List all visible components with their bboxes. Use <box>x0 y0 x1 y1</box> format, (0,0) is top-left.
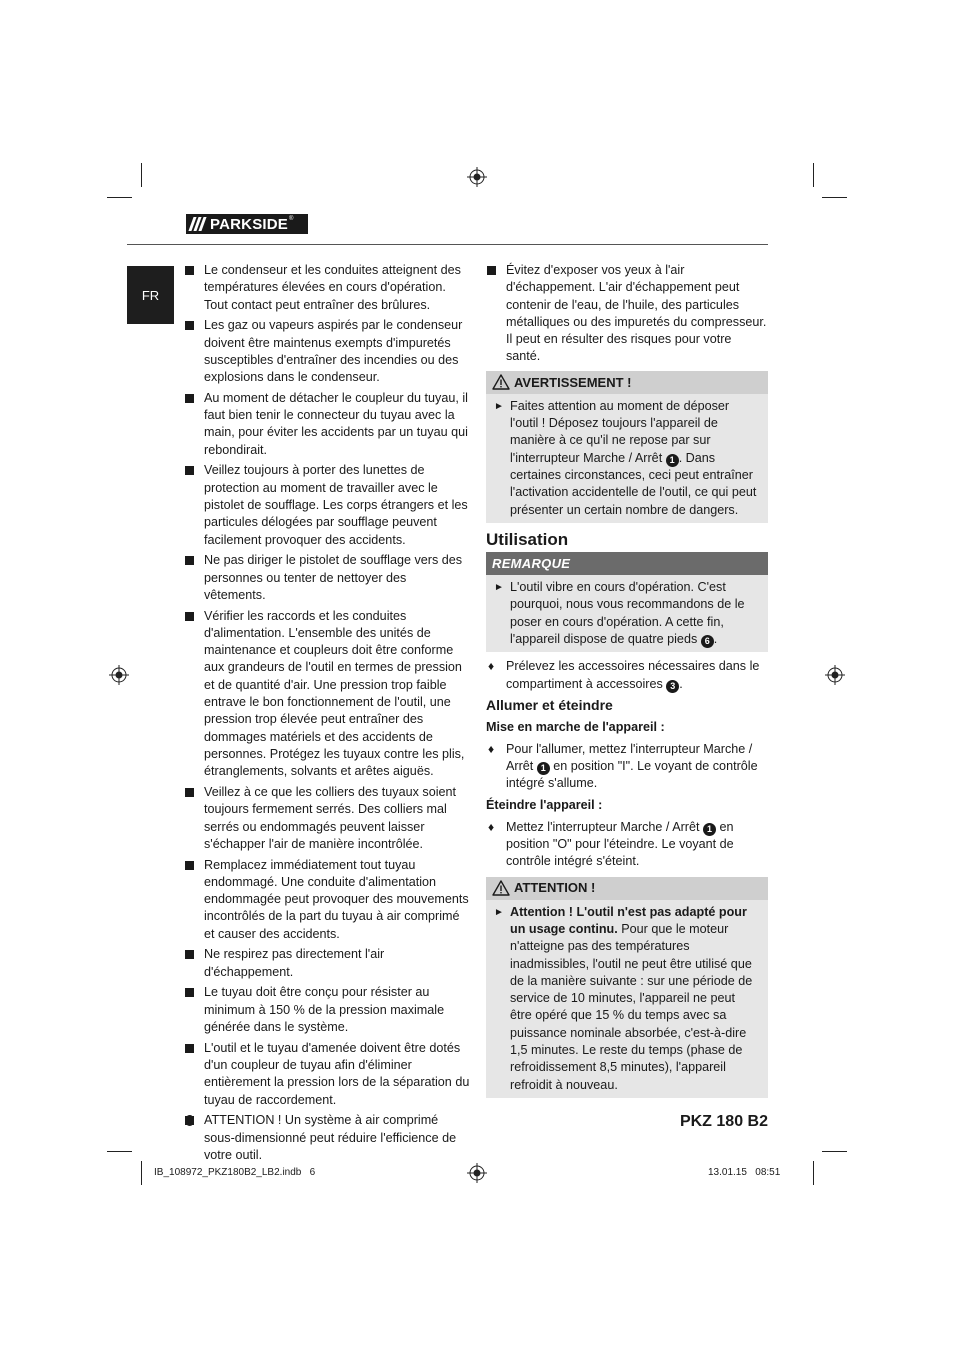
crop-mark <box>813 1161 814 1185</box>
language-tab: FR <box>127 266 174 324</box>
list-item: Le tuyau doit être conçu pour résister au minimum à 150 % de la pression maximale générée dans le système. <box>184 984 470 1036</box>
square-bullet-icon <box>487 266 496 275</box>
square-bullet-icon <box>185 556 194 565</box>
crop-mark <box>822 1151 847 1152</box>
list-item: Remplacez immédiatement tout tuyau endommagé. Une conduite d'alimentation endommagée peut provoquer des mouvements incontrôlés de la part du tuyau à air comprimé et causer des accidents. <box>184 857 470 943</box>
list-item: Veillez à ce que les colliers des tuyaux soient toujours fermement serrés. Des colliers mal serrés ou endommagés peuvent laisser s'échapper l'air de manière incontrôlée. <box>184 784 470 853</box>
page-number: 6 <box>185 1113 194 1130</box>
note-box-body <box>486 575 768 652</box>
square-bullet-icon <box>185 321 194 330</box>
arrow-bullet-icon: ► <box>494 582 504 594</box>
item-number-badge: 3 <box>666 680 679 693</box>
left-column <box>184 262 470 1168</box>
crop-mark <box>107 197 132 198</box>
square-bullet-icon <box>185 612 194 621</box>
attention-box-header <box>486 877 768 900</box>
model-name: PKZ 180 B2 <box>679 1113 768 1130</box>
note-text: ► L'outil vibre en cours d'opération. C'est pourquoi, nous vous recommandons de le poser en cours d'opération. A cette fin, l'appareil dispose de quatre pieds 6 . <box>492 579 760 648</box>
square-bullet-icon <box>185 788 194 797</box>
list-item: ♦ Prélevez les accessoires nécessaires dans le compartiment à accessoires 3 . <box>486 658 768 693</box>
item-number-badge: 6 <box>701 635 714 648</box>
list-item: ♦ Pour l'allumer, mettez l'interrupteur Marche / Arrêt 1 en position "I". Le voyant de contrôle intégré s'allume. <box>488 741 758 791</box>
square-bullet-icon <box>185 266 194 275</box>
item-number-badge: 1 <box>537 762 550 775</box>
logo-stripes-icon <box>186 217 204 231</box>
crop-mark <box>813 163 814 187</box>
list-item: Le condenseur et les conduites atteignent des températures élevées en cours d'opération. Tout contact peut entraîner des brûlures. <box>184 262 470 314</box>
warning-triangle-icon <box>492 880 510 896</box>
square-bullet-icon <box>185 950 194 959</box>
registration-mark-icon <box>825 665 845 685</box>
diamond-bullet-icon: ♦ <box>488 741 495 756</box>
warning-text: ► Faites attention au moment de déposer l'outil ! Déposez toujours l'appareil de manière à ce qu'il ne repose par sur l'interrupteur Marche / Arrêt 1 . Dans certaines circonstances, ceci peut entraîner l'activation accidentelle de l'outil, ce qui peut présenter un certain nombre de dangers. <box>494 398 757 517</box>
list-item: Veillez toujours à porter des lunettes de protection au moment de travailler avec le pistolet de soufflage. Les corps étrangers et les particules délogées par soufflage peuvent facilement provoquer des accidents. <box>184 462 470 548</box>
brand-name: PARKSIDE <box>210 215 288 233</box>
list-item: Au moment de détacher le coupleur du tuyau, il faut bien tenir le connecteur du tuyau avec la main, pour éviter les accidents par un tuyau qui rebondirait. <box>184 390 470 459</box>
list-item: ♦ Mettez l'interrupteur Marche / Arrêt 1 en position "O" pour l'éteindre. Le voyant de contrôle intégré s'éteint. <box>488 819 734 869</box>
right-column <box>486 262 768 1104</box>
item-number-badge: 1 <box>666 454 679 467</box>
list-item: Ne pas diriger le pistolet de soufflage vers des personnes ou tenter de nettoyer des vêtements. <box>184 552 470 604</box>
attention-box-title: ATTENTION ! <box>514 880 596 896</box>
square-bullet-icon <box>185 988 194 997</box>
parkside-logo <box>186 214 308 234</box>
attention-box-body <box>486 900 768 1098</box>
warning-box-header <box>486 371 768 394</box>
crop-mark <box>822 197 847 198</box>
registration-mark-icon <box>467 1163 487 1183</box>
attention-box <box>486 877 768 1098</box>
registration-mark-icon <box>467 167 487 187</box>
diamond-bullet-icon: ♦ <box>488 819 495 834</box>
crop-mark <box>141 1161 142 1185</box>
section-title: Utilisation <box>486 529 569 549</box>
list-item: ATTENTION ! Un système à air comprimé sous-dimensionné peut réduire l'efficience de votre outil. <box>184 1112 470 1164</box>
crop-mark <box>141 163 142 187</box>
file-slug: IB_108972_PKZ180B2_LB2.indb 6 <box>154 1167 316 1178</box>
brand-registered-mark: ® <box>289 216 294 222</box>
header-rule <box>127 244 768 245</box>
warning-box-title: AVERTISSEMENT ! <box>514 374 632 390</box>
diamond-bullet-icon: ♦ <box>488 659 495 674</box>
list-item: L'outil et le tuyau d'amenée doivent être dotés d'un coupleur de tuyau afin d'éliminer entièrement la pression lors de la séparation du tuyau de raccordement. <box>184 1040 470 1109</box>
crop-mark <box>107 1151 132 1152</box>
item-number-badge: 1 <box>703 823 716 836</box>
note-box-header: REMARQUE <box>486 552 768 575</box>
registration-mark-icon <box>109 665 129 685</box>
timestamp-slug: 13.01.15 08:51 <box>708 1167 781 1178</box>
square-bullet-icon <box>185 861 194 870</box>
warning-box-body <box>486 394 768 523</box>
note-box <box>486 552 768 652</box>
attention-text: ► Attention ! L'outil n'est pas adapté pour un usage continu. Pour que le moteur n'atteigne pas des températures inadmissibles, l'outil ne peut être utilisé que de la manière suivante : sur une période de service de 10 minutes, l'appareil ne peut être opéré que 15 % du temps avec sa puissance nominale absorbée, c'est-à-dire 1,5 minutes. Le reste du temps (phase de refroidissement 8,5 minutes), l'appareil refroidit à nouveau. <box>494 904 753 1092</box>
list-item: Vérifier les raccords et les conduites d'alimentation. L'ensemble des unités de maintenance et coupleurs doit être conforme aux grandeurs de l'outil en termes de pression et de quantité d'air. Une pression trop faible entrave le bon fonctionnement de l'outil, une pression trop élevée peut entraîner des dommages matériels et des accidents de personnes. Protégez les tuyaux contre les plis, étranglements, solvants et arêtes aiguës. <box>184 608 470 781</box>
list-item: Évitez d'exposer vos yeux à l'air d'échappement. L'air d'échappement peut contenir de l'eau, de l'huile, des particules métalliques ou des impuretés du compresseur. Il peut en résulter des risques pour votre santé. <box>486 262 768 366</box>
square-bullet-icon <box>185 394 194 403</box>
switch-on-title: Mise en marche de l'appareil : <box>486 720 665 735</box>
warning-box <box>486 371 768 523</box>
warning-triangle-icon <box>492 374 510 390</box>
square-bullet-icon <box>185 1044 194 1053</box>
subsection-title: Allumer et éteindre <box>486 696 613 713</box>
switch-off-title: Éteindre l'appareil : <box>486 798 603 813</box>
list-item: Ne respirez pas directement l'air d'échappement. <box>184 946 470 981</box>
arrow-bullet-icon: ► <box>494 400 504 412</box>
square-bullet-icon <box>185 466 194 475</box>
arrow-bullet-icon: ► <box>494 906 504 918</box>
list-item: Les gaz ou vapeurs aspirés par le condenseur doivent être maintenus exempts d'impuretés susceptibles d'entraîner des incendies ou des explosions dans le condenseur. <box>184 317 470 386</box>
